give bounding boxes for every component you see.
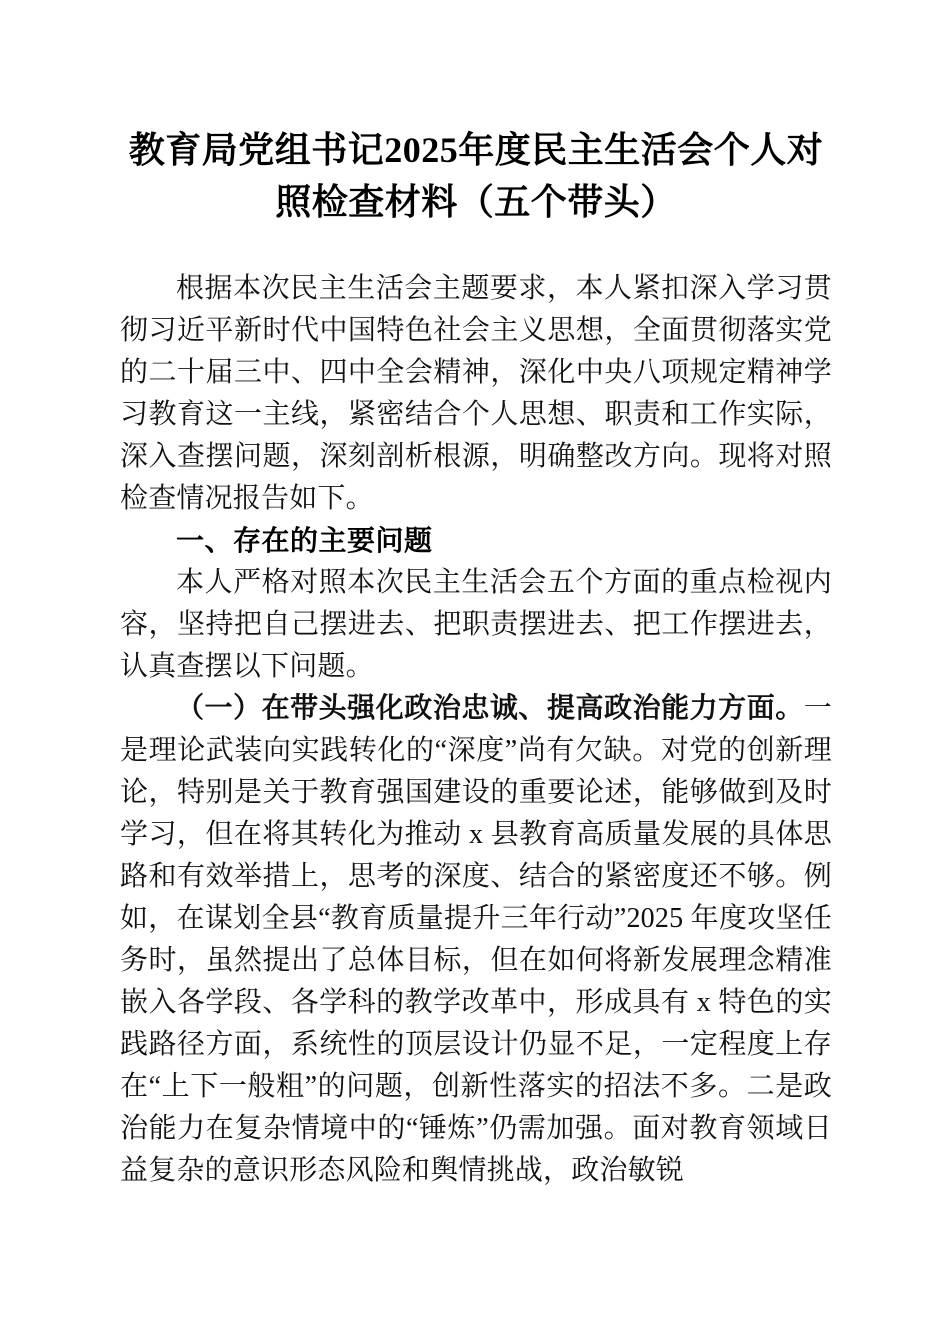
subsection-1-lead: （一）在带头强化政治忠诚、提高政治能力方面。 <box>176 693 804 724</box>
subsection-1-paragraph <box>120 688 832 1192</box>
document-title <box>120 0 832 228</box>
document-title-line-1: 教育局党组书记2025年度民主生活会个人对 <box>128 130 824 170</box>
subsection-1-body: 一是理论武装向实践转化的“深度”尚有欠缺。对党的创新理论，特别是关于教育强国建设的重要论述，能够做到及时学习，但在将其转化为推动 x 县教育高质量发展的具体思路和有效举措上，思考的深度、结合的紧密度还不够。例如，在谋划全县“教育质量提升三年行动”2025 年度攻坚任务时，虽然提出了总体目标，但在如何将新发展理念精准嵌入各学段、各学科的教学改革中，形成具有 x 特色的实践路径方面，系统性的顶层设计仍显不足，一定程度上存在“上下一般粗”的问题，创新性落实的招法不多。二是政治能力在复杂情境中的“锤炼”仍需加强。面对教育领域日益复杂的意识形态风险和舆情挑战，政治敏锐 <box>120 693 832 1186</box>
document-title-line-2: 照检查材料（五个带头） <box>275 182 677 222</box>
section-1-intro-paragraph: 本人严格对照本次民主生活会五个方面的重点检视内容，坚持把自己摆进去、把职责摆进去、把工作摆进去，认真查摆以下问题。 <box>120 567 832 682</box>
page-content <box>120 0 832 1192</box>
intro-paragraph: 根据本次民主生活会主题要求，本人紧扣深入学习贯彻习近平新时代中国特色社会主义思想，全面贯彻落实党的二十届三中、四中全会精神，深化中央八项规定精神学习教育这一主线，紧密结合个人思想、职责和工作实际，深入查摆问题，深刻剖析根源，明确整改方向。现将对照检查情况报告如下。 <box>120 273 832 514</box>
section-heading-1: 一、存在的主要问题 <box>176 525 433 556</box>
